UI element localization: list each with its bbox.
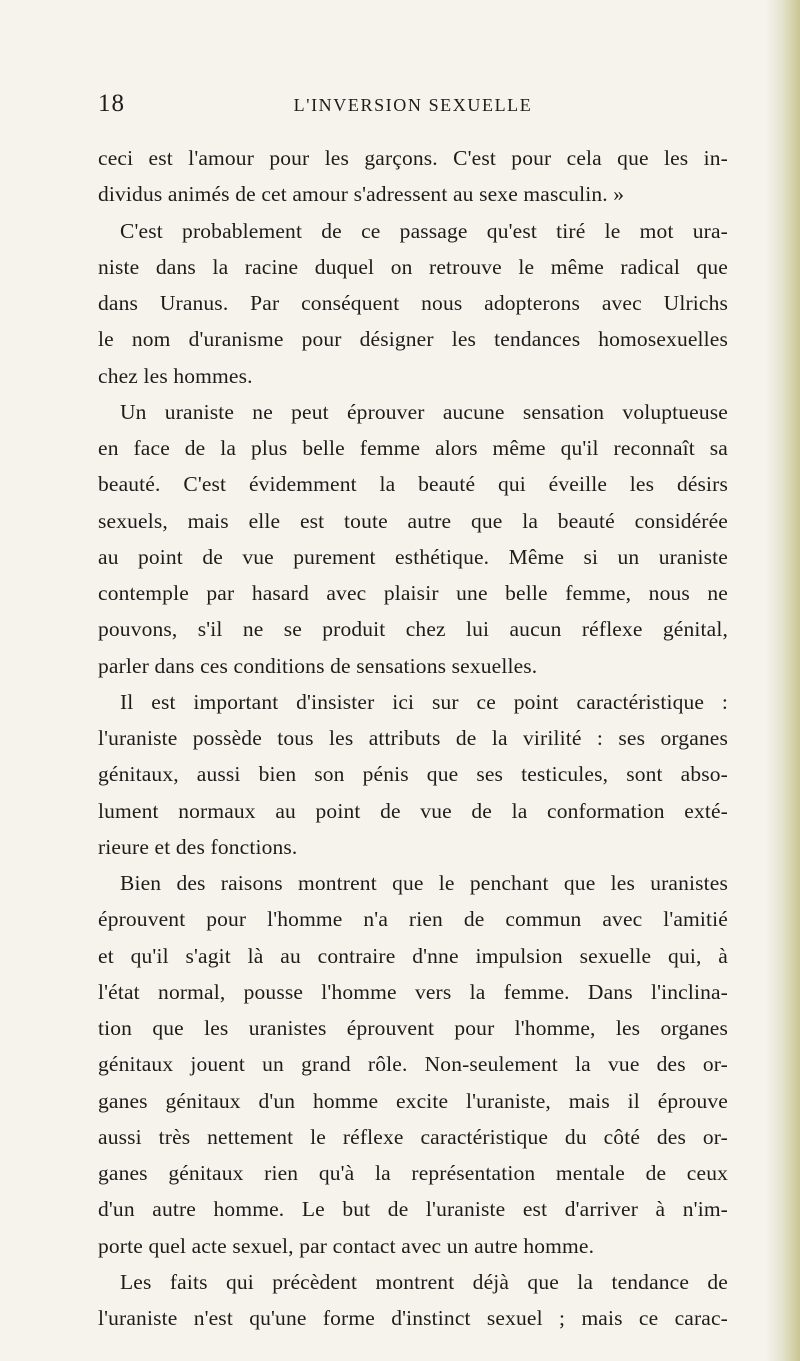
running-title: L'INVERSION SEXUELLE (293, 95, 533, 115)
text-line: ganes génitaux d'un homme excite l'uraniste, mais il éprouve (98, 1088, 728, 1113)
text-line: Un uraniste ne peut éprouver aucune sensation voluptueuse (120, 399, 728, 424)
text-line: Les faits qui précèdent montrent déjà que la tendance de (120, 1269, 728, 1294)
text-line: porte quel acte sexuel, par contact avec un autre homme. (98, 1233, 595, 1258)
text-line: génitaux jouent un grand rôle. Non-seulement la vue des or- (98, 1052, 728, 1077)
text-line: rieure et des fonctions. (98, 834, 298, 859)
text-line: en face de la plus belle femme alors même qu'il reconnaît sa (98, 436, 728, 460)
text-line: parler dans ces conditions de sensations sexuelles. (98, 653, 538, 678)
running-head (98, 90, 728, 124)
body-text (98, 140, 728, 1336)
text-line: dividus animés de cet amour s'adressent au sexe masculin. » (98, 182, 625, 207)
text-line: Il est important d'insister ici sur ce point caractéristique : (120, 689, 728, 714)
text-line: l'uraniste n'est qu'une forme d'instinct sexuel ; mais ce carac- (98, 1306, 728, 1330)
text-line: contemple par hasard avec plaisir une belle femme, nous ne (98, 581, 728, 605)
text-line: ceci est l'amour pour les garçons. C'est pour cela que les in- (98, 146, 728, 170)
text-line: pouvons, s'il ne se produit chez lui aucun réflexe génital, (98, 617, 728, 642)
text-line: C'est probablement de ce passage qu'est tiré le mot ura- (120, 218, 728, 243)
page-number: 18 (98, 90, 125, 117)
text-line: éprouvent pour l'homme n'a rien de commun avec l'amitié (98, 907, 728, 932)
text-line: au point de vue purement esthétique. Même si un uraniste (98, 544, 728, 569)
text-line: Bien des raisons montrent que le penchant que les uranistes (120, 871, 728, 895)
text-line: beauté. C'est évidemment la beauté qui éveille les désirs (98, 472, 728, 497)
text-line: l'état normal, pousse l'homme vers la femme. Dans l'inclina- (98, 979, 728, 1004)
text-line: aussi très nettement le réflexe caractéristique du côté des or- (98, 1124, 728, 1149)
text-line: le nom d'uranisme pour désigner les tendances homosexuelles (98, 327, 728, 352)
text-line: tion que les uranistes éprouvent pour l'homme, les organes (98, 1016, 728, 1040)
text-line: d'un autre homme. Le but de l'uraniste est d'arriver à n'im- (98, 1197, 728, 1222)
text-line: dans Uranus. Par conséquent nous adopterons avec Ulrichs (98, 291, 728, 315)
text-line: l'uraniste possède tous les attributs de la virilité : ses organes (98, 726, 728, 750)
text-line: ganes génitaux rien qu'à la représentation mentale de ceux (98, 1161, 728, 1185)
text-line: niste dans la racine duquel on retrouve le même radical que (98, 254, 728, 279)
text-line: génitaux, aussi bien son pénis que ses testicules, sont abso- (98, 762, 728, 787)
page-edge-shadow (766, 0, 800, 1361)
text-line: sexuels, mais elle est toute autre que la beauté considérée (98, 508, 728, 533)
text-line: et qu'il s'agit là au contraire d'nne impulsion sexuelle qui, à (98, 943, 728, 968)
text-line: chez les hommes. (98, 363, 253, 388)
text-line: lument normaux au point de vue de la conformation exté- (98, 798, 728, 823)
